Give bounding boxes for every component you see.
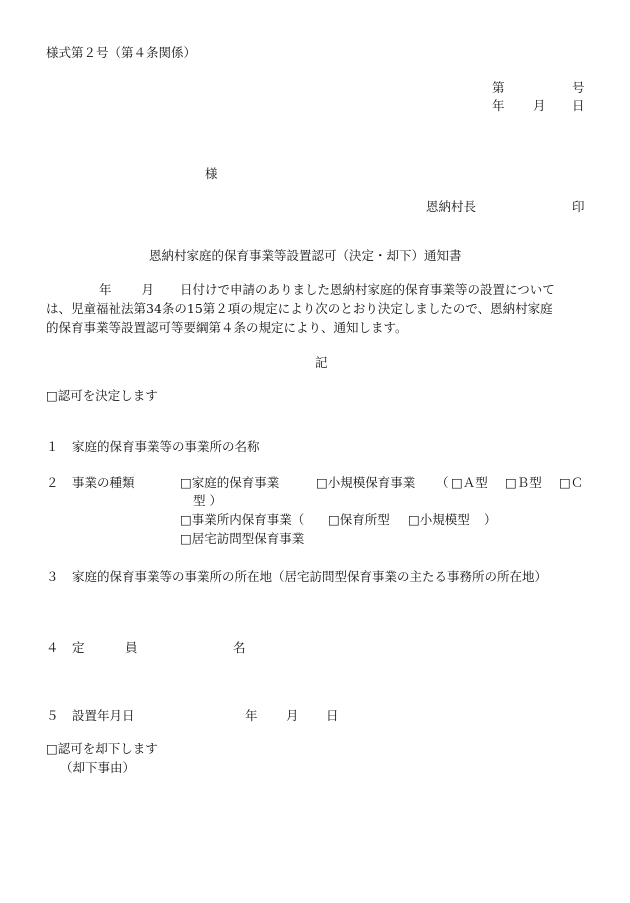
option-type-a: □Ａ型 xyxy=(451,475,488,490)
body-line-1-month: 月 xyxy=(141,282,155,297)
item-1-label: 家庭的保育事業等の事業所の名称 xyxy=(72,439,260,454)
item-3-label: 家庭的保育事業等の事業所の所在地（居宅訪問型保育事業の主たる事務所の所在地） xyxy=(72,569,548,584)
paren-close: ） xyxy=(484,512,497,527)
form-id: 様式第２号（第４条関係） xyxy=(46,45,197,60)
doc-number-dai: 第 xyxy=(492,80,505,95)
item-5-day: 日 xyxy=(326,708,339,723)
approve-checkbox-label: □認可を決定します xyxy=(46,388,158,403)
option-type-b: □Ｂ型 xyxy=(505,475,542,490)
item-2-label: 事業の種類 xyxy=(72,475,135,490)
body-line-1-rest: 日付けで申請のありました恩納村家庭的保育事業等の設置について xyxy=(180,282,555,297)
item-2-number: ２ xyxy=(46,475,59,490)
body-line-1-year: 年 xyxy=(99,282,112,297)
option-type-c-continued: 型 ） xyxy=(193,493,222,508)
addressee-suffix: 様 xyxy=(205,166,218,181)
issuer-title: 恩納村長 xyxy=(426,199,477,214)
paren-open: （ xyxy=(436,475,449,490)
option-home-visit-childcare: □居宅訪問型保育事業 xyxy=(180,531,305,546)
body-paragraph xyxy=(46,280,586,337)
issuer-seal: 印 xyxy=(572,199,585,214)
option-home-based-childcare: □家庭的保育事業 xyxy=(180,475,280,490)
item-3-number: ３ xyxy=(46,569,59,584)
item-5-label: 設置年月日 xyxy=(72,708,135,723)
date-year: 年 xyxy=(492,98,505,113)
body-line-2: は、児童福祉法第34条の15第２項の規定により次のとおり決定しましたので、恩納村家庭 xyxy=(46,301,553,316)
item-5-month: 月 xyxy=(286,708,299,723)
item-4-label-1: 定 xyxy=(72,640,85,655)
doc-number-go: 号 xyxy=(572,80,585,95)
date-month: 月 xyxy=(533,98,546,113)
body-line-1 xyxy=(46,280,586,299)
option-small-type: □小規模型 xyxy=(408,512,470,527)
item-5-number: ５ xyxy=(46,708,59,723)
option-nursery-type: □保育所型 xyxy=(328,512,390,527)
document-title: 恩納村家庭的保育事業等設置認可（決定・却下）通知書 xyxy=(149,248,462,263)
ki-heading: 記 xyxy=(315,355,328,370)
item-4-number: ４ xyxy=(46,640,59,655)
option-type-c: □Ｃ xyxy=(559,475,584,490)
item-4-label-2: 員 xyxy=(125,640,138,655)
reject-reason-label: （却下事由） xyxy=(60,760,136,775)
item-5-year: 年 xyxy=(245,708,258,723)
item-4-unit: 名 xyxy=(233,640,246,655)
reject-checkbox-label: □認可を却下します xyxy=(46,741,158,756)
option-workplace-childcare: □事業所内保育事業（ xyxy=(180,512,305,527)
date-day: 日 xyxy=(572,98,585,113)
option-small-scale-childcare: □小規模保育事業 xyxy=(316,475,416,490)
body-line-3: 的保育事業等設置認可等要綱第４条の規定により、通知します。 xyxy=(46,320,408,335)
item-1-number: １ xyxy=(46,439,59,454)
